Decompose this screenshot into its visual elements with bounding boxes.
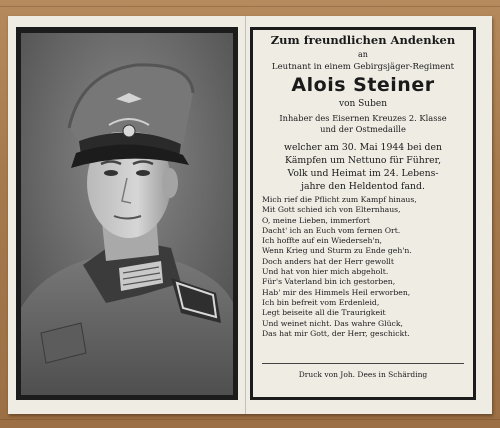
death-text [258,141,468,193]
poem-line: Das hat mir Gott, der Herr, geschickt. [262,328,410,338]
memorial-text [258,33,468,393]
card-fold [245,16,246,414]
portrait-photo [21,33,233,395]
award-text [258,113,468,135]
poem [258,195,468,339]
poem-line: Ich bin befreit vom Erdenleid, [262,297,380,307]
poem-line: Ich hoffte auf ein Wiederseh'n, [262,236,382,246]
hometown-text: von Suben [338,99,387,109]
divider-rule [262,363,464,364]
award-line: Inhaber des Eisernen Kreuzes 2. Klasse [279,113,447,123]
wood-grain [0,6,500,7]
death-line: Kämpfen um Nettuno für Führer, [284,155,442,166]
wood-grain [0,419,500,420]
printer-credit: Druck von Joh. Dees in Schärding [298,370,428,379]
deceased-name: Alois Steiner [291,74,435,96]
soldier-portrait-illustration [21,33,233,395]
poem-line: Und hat von hier mich abgeholt. [262,267,389,277]
poem-line: Legt beiseite all die Traurigkeit [262,308,386,318]
death-line: welcher am 30. Mai 1944 bei den [283,142,442,153]
poem-line: Und weinet nicht. Das wahre Glück, [262,318,403,328]
poem-line: Dacht' ich an Euch vom fernen Ort. [262,225,401,235]
poem-line: Mich rief die Pflicht zum Kampf hinaus, [262,195,417,204]
greeting-heading: Zum freundlichen Andenken [270,33,456,47]
poem-line: Wenn Krieg und Sturm zu Ende geh'n. [262,246,412,256]
death-line: Volk und Heimat im 24. Lebens- [287,168,439,179]
poem-line: Für's Vaterland bin ich gestorben, [262,277,396,287]
an-text: an [358,50,368,59]
rank-text: Leutnant in einem Gebirgsjäger-Regiment [271,62,455,72]
poem-line: Mit Gott schied ich von Elternhaus, [262,205,401,215]
poem-line: Doch anders hat der Herr gewollt [262,256,394,266]
award-line: und der Ostmedaille [320,124,406,134]
poem-line: O, meine Lieben, immerfort [262,215,370,225]
poem-line: Hab' mir des Himmels Heil erworben, [262,287,411,297]
death-line: jahre den Heldentod fand. [301,181,425,192]
